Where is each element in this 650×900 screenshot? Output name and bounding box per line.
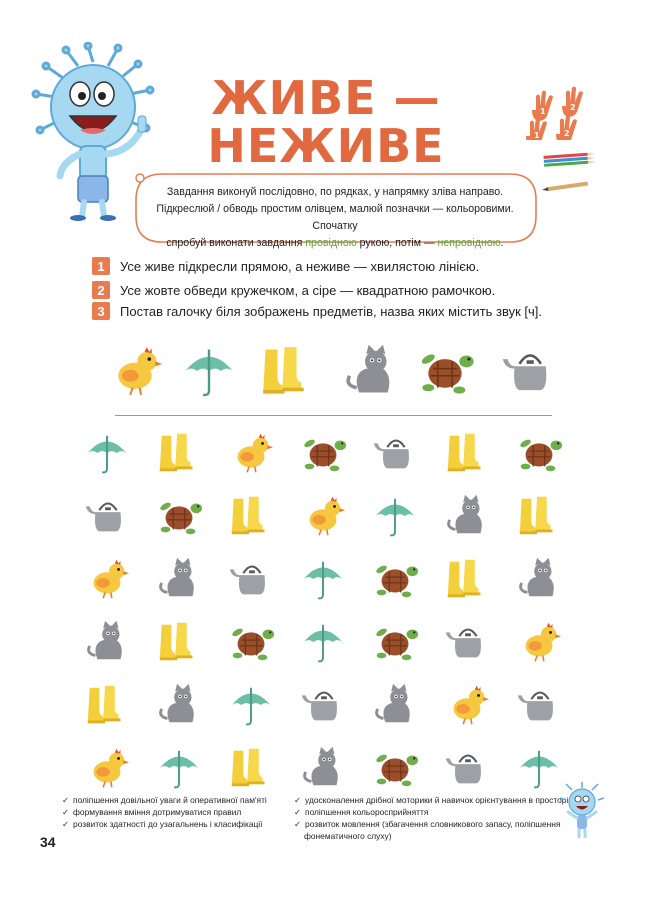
grid-cell-cat [514,554,564,604]
umbrella-icon [154,743,204,793]
task-number-badge: 2 [92,281,110,299]
skill-item: ✓ розвиток здатності до узагальнень і класифікації [62,819,263,829]
boots-icon [226,743,276,793]
grid-cell-cat [298,743,348,793]
umbrella-icon [298,554,348,604]
hand-label: 1 [534,131,540,140]
grid-cell-chick [298,491,348,541]
grid-cell-boots [514,491,564,541]
boots-icon [442,554,492,604]
grid-cell-umbrella [514,743,564,793]
grid-cell-umbrella [298,617,348,667]
boots-icon [154,617,204,667]
cat-icon [370,680,420,730]
grid-cell-kettle [82,491,132,541]
hand-label: 2 [564,129,570,138]
cat-icon [442,491,492,541]
umbrella-icon [226,680,276,730]
reference-umbrella [178,340,240,407]
task-text: Усе живе підкресли прямою, а неживе — хвилястою лінією. [120,258,480,274]
grid-cell-kettle [226,554,276,604]
grid-cell-chick [82,743,132,793]
instruction-text [150,184,520,252]
skill-item: ✓ поліпшення кольоросприйняття [294,807,429,817]
chick-icon [82,743,132,793]
grid-cell-boots [226,491,276,541]
cat-icon [154,680,204,730]
umbrella-icon [370,491,420,541]
turtle-icon [514,428,564,478]
non-dominant-hand-word: непровідною [437,237,501,249]
turtle-icon [370,617,420,667]
check-icon: ✓ [62,807,70,817]
chick-icon [82,554,132,604]
grid-cell-turtle [370,617,420,667]
task-number-badge: 3 [92,302,110,320]
page-number: 34 [40,834,56,850]
boots-icon [154,428,204,478]
skill-item: ✓ розвиток мовлення (збагачення словникового запасу, поліпшення [294,819,561,829]
grid-cell-boots [154,428,204,478]
grid-cell-cat [154,680,204,730]
grid-cell-cat [154,554,204,604]
turtle-icon [370,554,420,604]
instruction-line: Підкреслюй / обводь простим олівцем, малюй позначки — кольоровими. Спочатку [156,203,514,232]
grid-cell-boots [442,554,492,604]
grid-cell-umbrella [82,428,132,478]
task-3 [92,301,542,321]
grid-cell-chick [514,617,564,667]
grid-cell-turtle [298,428,348,478]
hands-icon [526,80,606,140]
grid-cell-boots [154,617,204,667]
turtle-icon [298,428,348,478]
hand-label: 1 [540,107,546,116]
grid-cell-boots [442,428,492,478]
grid-cell-turtle [226,617,276,667]
grid-cell-kettle [370,428,420,478]
task-1 [92,256,479,276]
reference-kettle [498,340,560,407]
turtle-icon [154,491,204,541]
kettle-icon [226,554,276,604]
instruction-line: Завдання виконуй послідовно, по рядках, у напрямку зліва направо. [166,186,504,198]
kettle-icon [370,428,420,478]
kettle-icon [298,680,348,730]
grid-cell-kettle [442,617,492,667]
cat-icon [514,554,564,604]
pencils-icon [540,150,600,196]
kettle-icon [82,491,132,541]
cat-icon [154,554,204,604]
page-title [196,71,456,173]
grid-cell-kettle [514,680,564,730]
grid-cell-chick [442,680,492,730]
reference-turtle [414,340,476,407]
cat-icon [82,617,132,667]
skill-item-continued: фонематичного слуху) [304,831,392,841]
skill-item: ✓ удосконалення дрібної моторики й навичок орієнтування в просторі [294,795,569,805]
grid-cell-boots [82,680,132,730]
kettle-icon [442,617,492,667]
title-line-1: ЖИВЕ — [211,71,441,125]
grid-cell-umbrella [226,680,276,730]
grid-cell-cat [82,617,132,667]
mini-mascot-icon [560,782,604,840]
check-icon: ✓ [294,819,302,829]
umbrella-icon [514,743,564,793]
boots-icon [226,491,276,541]
boots-icon [514,491,564,541]
chick-icon [514,617,564,667]
grid-cell-turtle [154,491,204,541]
umbrella-icon [298,617,348,667]
cat-icon [298,743,348,793]
grid-cell-umbrella [370,491,420,541]
kettle-icon [498,340,560,402]
grid-cell-boots [226,743,276,793]
reference-boots [256,340,318,407]
instruction-line: спробуй виконати завдання провідною рукою, потім — непровідною. [166,237,504,249]
check-icon: ✓ [62,819,70,829]
grid-cell-cat [370,680,420,730]
task-text: Постав галочку біля зображень предметів, назва яких містить звук [ч]. [120,303,543,319]
check-icon: ✓ [62,795,70,805]
kettle-icon [514,680,564,730]
grid-cell-chick [226,428,276,478]
cat-icon [340,340,402,402]
turtle-icon [370,743,420,793]
grid-cell-kettle [442,743,492,793]
chick-icon [298,491,348,541]
task-text: Усе жовте обведи кружечком, а сіре — квадратною рамочкою. [120,282,496,298]
boots-icon [82,680,132,730]
kettle-icon [442,743,492,793]
reference-cat [340,340,402,407]
check-icon: ✓ [294,807,302,817]
title-line-2: НЕЖИВЕ [207,119,445,173]
grid-cell-umbrella [154,743,204,793]
reference-chick [104,340,166,407]
check-icon: ✓ [294,795,302,805]
grid-cell-umbrella [298,554,348,604]
boots-icon [256,340,318,402]
chick-icon [226,428,276,478]
task-2 [92,280,495,300]
boots-icon [442,428,492,478]
umbrella-icon [178,340,240,402]
grid-cell-turtle [370,743,420,793]
task-number-badge: 1 [92,257,110,275]
separator-line [115,415,552,416]
chick-icon [104,340,166,402]
skill-item: ✓ поліпшення довільної уваги й оперативної пам'яті [62,795,267,805]
dominant-hand-word: провідною [305,237,357,249]
umbrella-icon [82,428,132,478]
hand-label: 2 [570,103,576,112]
grid-cell-turtle [370,554,420,604]
skill-item: ✓ формування вміння дотримуватися правил [62,807,242,817]
turtle-icon [226,617,276,667]
grid-cell-cat [442,491,492,541]
grid-cell-kettle [298,680,348,730]
chick-icon [442,680,492,730]
turtle-icon [414,340,476,402]
grid-cell-turtle [514,428,564,478]
grid-cell-chick [82,554,132,604]
